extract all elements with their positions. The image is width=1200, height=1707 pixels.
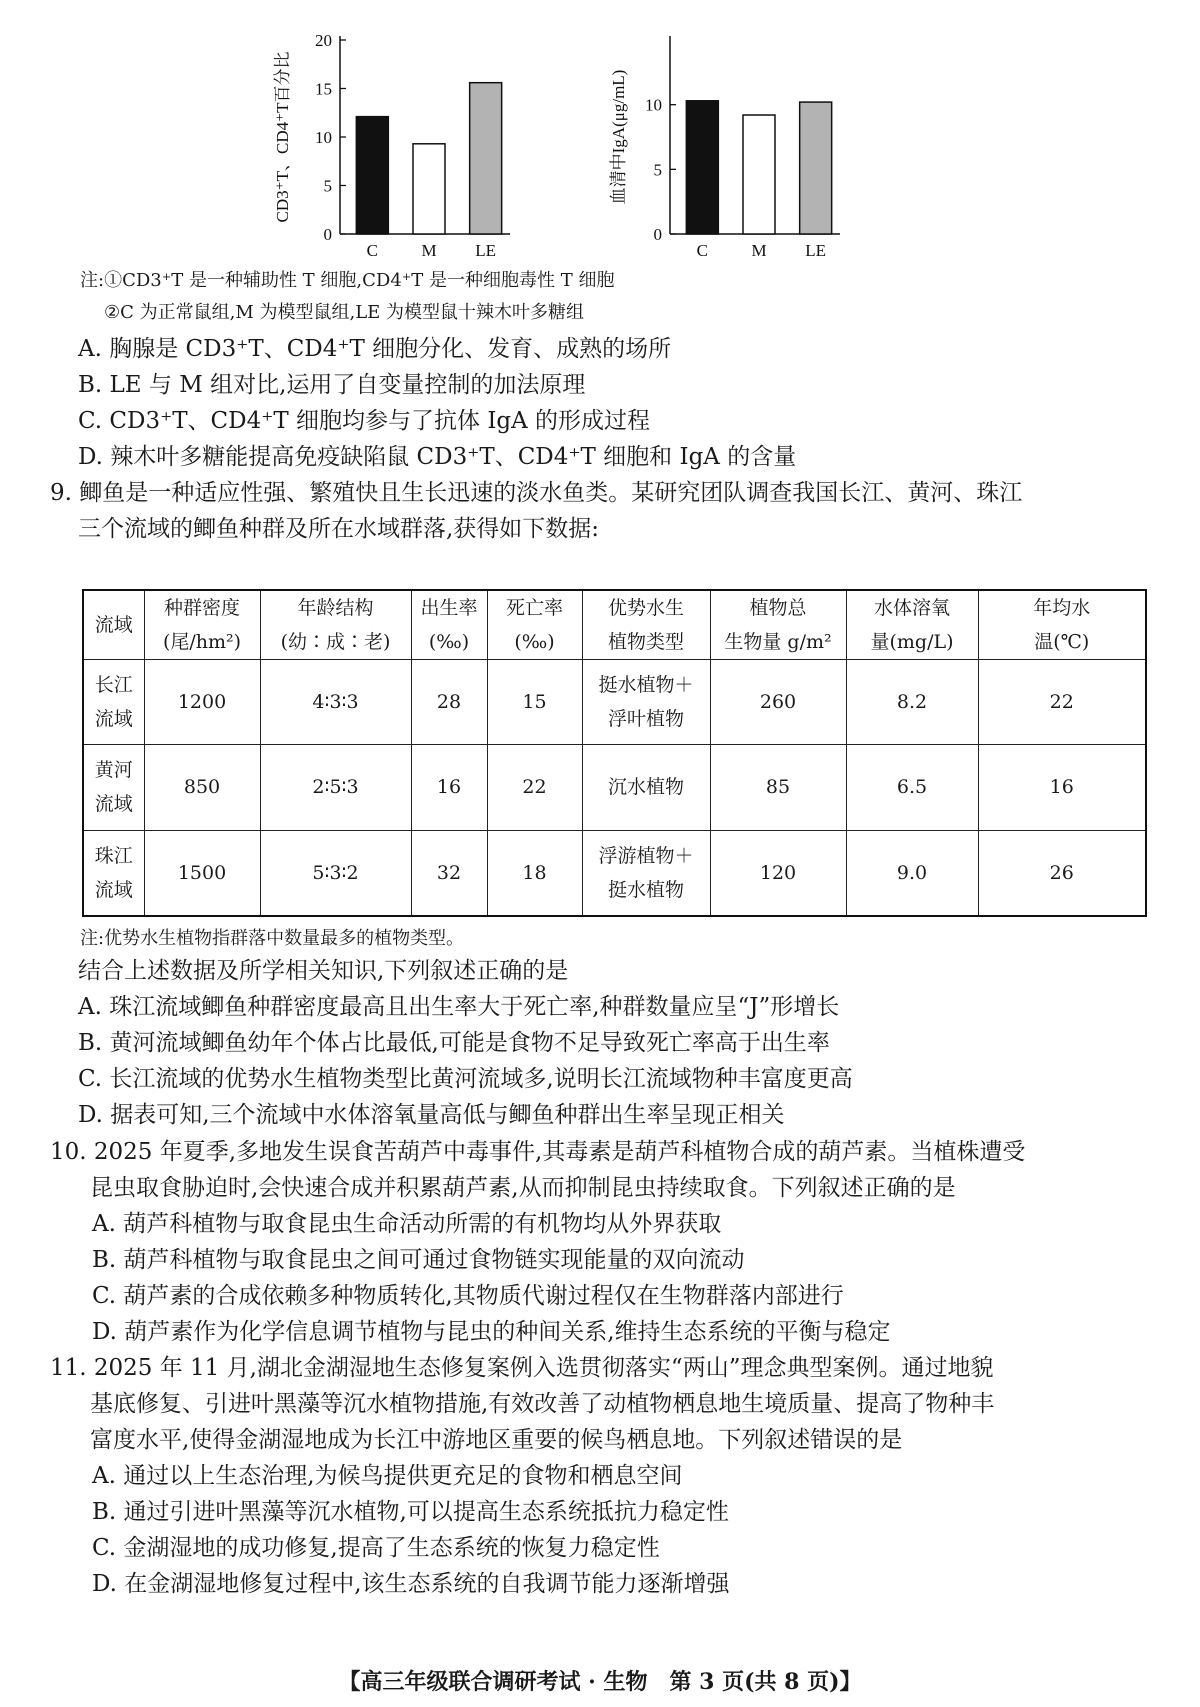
table-cell: [582, 660, 710, 745]
bar-le: [800, 102, 832, 234]
cell-text: 出生率: [420, 597, 478, 619]
q9-stem-2: 三个流域的鲫鱼种群及所在水域群落,获得如下数据:: [78, 516, 600, 542]
bar-le: [470, 83, 502, 234]
cell-text: 黄河: [94, 759, 133, 782]
table-cell: [411, 745, 487, 830]
cell-text: 浮游植物＋: [598, 844, 694, 867]
cell-text: 沉水植物: [607, 776, 684, 799]
table-row: [83, 660, 1146, 745]
cell-text: 珠江: [94, 844, 133, 867]
cell-text: (幼∶成∶老): [280, 631, 391, 653]
table-header-cell: [487, 590, 582, 660]
bar-c: [356, 117, 388, 234]
table-cell: [144, 660, 260, 745]
cell-text: 9.0: [896, 861, 928, 884]
table-cell: [83, 830, 144, 916]
cell-text: 温(℃): [1034, 631, 1090, 653]
cell-text: 5∶3∶2: [312, 861, 359, 884]
x-tick-label: M: [751, 241, 767, 260]
x-tick-label: M: [421, 241, 437, 260]
q10-option-d: D. 葫芦素作为化学信息调节植物与昆虫的种间关系,维持生态系统的平衡与稳定: [92, 1319, 891, 1345]
q11-option-a: A. 通过以上生态治理,为候鸟提供更充足的食物和栖息空间: [92, 1463, 683, 1489]
cell-text: 26: [1049, 861, 1074, 884]
q8-option-b: B. LE 与 M 组对比,运用了自变量控制的加法原理: [78, 372, 586, 398]
cell-text: 16: [436, 776, 462, 799]
table-cell: [260, 830, 411, 916]
table-cell: [487, 660, 582, 745]
cell-text: 流域: [94, 708, 133, 731]
chart-cd3-cd4: [260, 20, 560, 270]
cell-text: 生物量 g/m²: [724, 631, 832, 653]
q9-prompt: 结合上述数据及所学相关知识,下列叙述正确的是: [78, 958, 569, 984]
q11-stem-1: 11. 2025 年 11 月,湖北金湖湿地生态修复案例入选贯彻落实“两山”理念典型案例。通过地貌: [50, 1355, 994, 1381]
q11-option-d: D. 在金湖湿地修复过程中,该生态系统的自我调节能力逐渐增强: [92, 1571, 730, 1597]
table-row: [83, 830, 1146, 916]
y-tick-label: 0: [653, 225, 662, 244]
cell-text: 22: [522, 776, 547, 799]
q9-option-a: A. 珠江流域鲫鱼种群密度最高且出生率大于死亡率,种群数量应呈“J”形增长: [78, 994, 840, 1020]
table-cell: [487, 830, 582, 916]
q9-option-d: D. 据表可知,三个流域中水体溶氧量高低与鲫鱼种群出生率呈现正相关: [78, 1102, 785, 1128]
table-cell: [710, 745, 846, 830]
table-cell: [411, 830, 487, 916]
y-axis-label: CD3⁺T、CD4⁺T百分比: [273, 51, 292, 223]
table-header-cell: [144, 590, 260, 660]
table-cell: [582, 745, 710, 830]
chart-cd3-cd4-svg: [260, 20, 560, 270]
cell-text: 28: [436, 691, 462, 714]
q8-option-a: A. 胸腺是 CD3⁺T、CD4⁺T 细胞分化、发育、成熟的场所: [78, 336, 672, 362]
cell-text: 流域: [94, 793, 133, 816]
cell-text: 流域: [94, 614, 133, 636]
y-tick-label: 10: [645, 95, 662, 115]
bar-m: [743, 115, 775, 234]
table-cell: [582, 830, 710, 916]
table-cell: [978, 830, 1146, 916]
table-header-cell: [411, 590, 487, 660]
cell-text: 32: [436, 861, 462, 884]
table-header-cell: [582, 590, 710, 660]
q11-stem-2: 基底修复、引进叶黑藻等沉水植物措施,有效改善了动植物栖息地生境质量、提高了物种丰: [90, 1391, 995, 1417]
q11-option-b: B. 通过引进叶黑藻等沉水植物,可以提高生态系统抵抗力稳定性: [92, 1499, 729, 1525]
table-cell: [710, 830, 846, 916]
table-cell: [144, 830, 260, 916]
q11-stem-3: 富度水平,使得金湖湿地成为长江中游地区重要的候鸟栖息地。下列叙述错误的是: [90, 1427, 903, 1453]
x-tick-label: C: [696, 241, 709, 260]
table-header-cell: [83, 590, 144, 660]
cell-text: 4∶3∶3: [312, 691, 359, 714]
q9-data-table: [82, 589, 1147, 917]
q10-option-c: C. 葫芦素的合成依赖多种物质转化,其物质代谢过程仅在生物群落内部进行: [92, 1283, 844, 1309]
cell-text: 120: [759, 861, 797, 884]
table-cell: [846, 830, 978, 916]
y-tick-label: 5: [323, 176, 332, 196]
cell-text: 水体溶氧: [873, 597, 950, 619]
cell-text: 优势水生: [607, 597, 684, 619]
y-tick-label: 5: [653, 160, 662, 180]
cell-text: 1200: [177, 691, 227, 714]
table-header-cell: [710, 590, 846, 660]
q9-table-note: 注:优势水生植物指群落中数量最多的植物类型。: [80, 928, 465, 949]
cell-text: 年均水: [1033, 597, 1091, 619]
cell-text: 16: [1049, 776, 1074, 799]
q11-option-c: C. 金湖湿地的成功修复,提高了生态系统的恢复力稳定性: [92, 1535, 660, 1561]
table-cell: [487, 745, 582, 830]
q10-option-b: B. 葫芦科植物与取食昆虫之间可通过食物链实现能量的双向流动: [92, 1247, 745, 1273]
table-cell: [260, 660, 411, 745]
cell-text: (尾/hm²): [162, 631, 242, 653]
q9-stem-1: 9. 鲫鱼是一种适应性强、繁殖快且生长迅速的淡水鱼类。某研究团队调查我国长江、黄河、珠江: [50, 480, 1023, 506]
q10-option-a: A. 葫芦科植物与取食昆虫生命活动所需的有机物均从外界获取: [92, 1211, 722, 1237]
bar-c: [686, 101, 718, 234]
q8-option-d: D. 辣木叶多糖能提高免疫缺陷鼠 CD3⁺T、CD4⁺T 细胞和 IgA 的含量: [78, 444, 797, 470]
y-tick-label: 0: [323, 225, 332, 244]
y-tick-label: 15: [315, 79, 332, 99]
table-row: [83, 745, 1146, 830]
table-cell: [978, 660, 1146, 745]
q8-option-c: C. CD3⁺T、CD4⁺T 细胞均参与了抗体 IgA 的形成过程: [78, 408, 651, 434]
y-axis-label: 血清中IgA(μg/mL): [609, 69, 628, 205]
table-cell: [83, 660, 144, 745]
q10-stem-2: 昆虫取食胁迫时,会快速合成并积累葫芦素,从而抑制昆虫持续取食。下列叙述正确的是: [90, 1175, 956, 1201]
q9-option-b: B. 黄河流域鲫鱼幼年个体占比最低,可能是食物不足导致死亡率高于出生率: [78, 1030, 830, 1056]
cell-text: 8.2: [896, 691, 928, 714]
x-tick-label: C: [366, 241, 379, 260]
cell-text: 260: [759, 691, 797, 714]
q9-option-c: C. 长江流域的优势水生植物类型比黄河流域多,说明长江流域物种丰富度更高: [78, 1066, 853, 1092]
cell-text: 22: [1049, 691, 1074, 714]
table-header-cell: [260, 590, 411, 660]
cell-text: 长江: [94, 674, 133, 697]
cell-text: 85: [765, 776, 791, 799]
cell-text: 6.5: [896, 776, 928, 799]
cell-text: (‰): [428, 631, 470, 653]
cell-text: 浮叶植物: [607, 708, 684, 731]
cell-text: 种群密度: [163, 597, 240, 619]
cell-text: 15: [522, 691, 547, 714]
cell-text: 年龄结构: [297, 597, 374, 619]
table-cell: [411, 660, 487, 745]
table-header-cell: [846, 590, 978, 660]
y-tick-label: 10: [315, 128, 332, 147]
table-cell: [846, 660, 978, 745]
cell-text: 挺水植物＋: [598, 674, 694, 697]
table-cell: [846, 745, 978, 830]
cell-text: 植物类型: [607, 631, 684, 653]
table-cell: [710, 660, 846, 745]
cell-text: 1500: [177, 861, 227, 884]
table-cell: [83, 745, 144, 830]
cell-text: 2∶5∶3: [312, 776, 359, 799]
cell-text: 挺水植物: [607, 878, 684, 901]
y-tick-label: 20: [315, 31, 332, 50]
page-footer: 【高三年级联合调研考试 · 生物 第 3 页(共 8 页)】: [338, 1669, 862, 1695]
bar-m: [413, 144, 445, 234]
cell-text: 850: [183, 776, 221, 799]
q8-note-1: 注:①CD3⁺T 是一种辅助性 T 细胞,CD4⁺T 是一种细胞毒性 T 细胞: [80, 270, 615, 291]
table-header-cell: [978, 590, 1146, 660]
table-cell: [260, 745, 411, 830]
table-cell: [144, 745, 260, 830]
x-tick-label: LE: [805, 241, 827, 260]
table-cell: [978, 745, 1146, 830]
cell-text: 流域: [94, 878, 133, 901]
table-header-row: [83, 590, 1146, 660]
q10-stem-1: 10. 2025 年夏季,多地发生误食苦葫芦中毒事件,其毒素是葫芦科植物合成的葫芦素。当植株遭受: [50, 1139, 1026, 1165]
cell-text: 植物总: [749, 597, 807, 619]
cell-text: 量(mg/L): [870, 631, 954, 653]
chart-iga-svg: [590, 20, 890, 270]
cell-text: (‰): [514, 631, 555, 653]
cell-text: 18: [522, 861, 547, 884]
x-tick-label: LE: [475, 241, 497, 260]
q8-note-2: ②C 为正常鼠组,M 为模型鼠组,LE 为模型鼠十辣木叶多糖组: [104, 302, 585, 323]
cell-text: 死亡率: [505, 597, 563, 619]
chart-iga: [590, 20, 890, 270]
